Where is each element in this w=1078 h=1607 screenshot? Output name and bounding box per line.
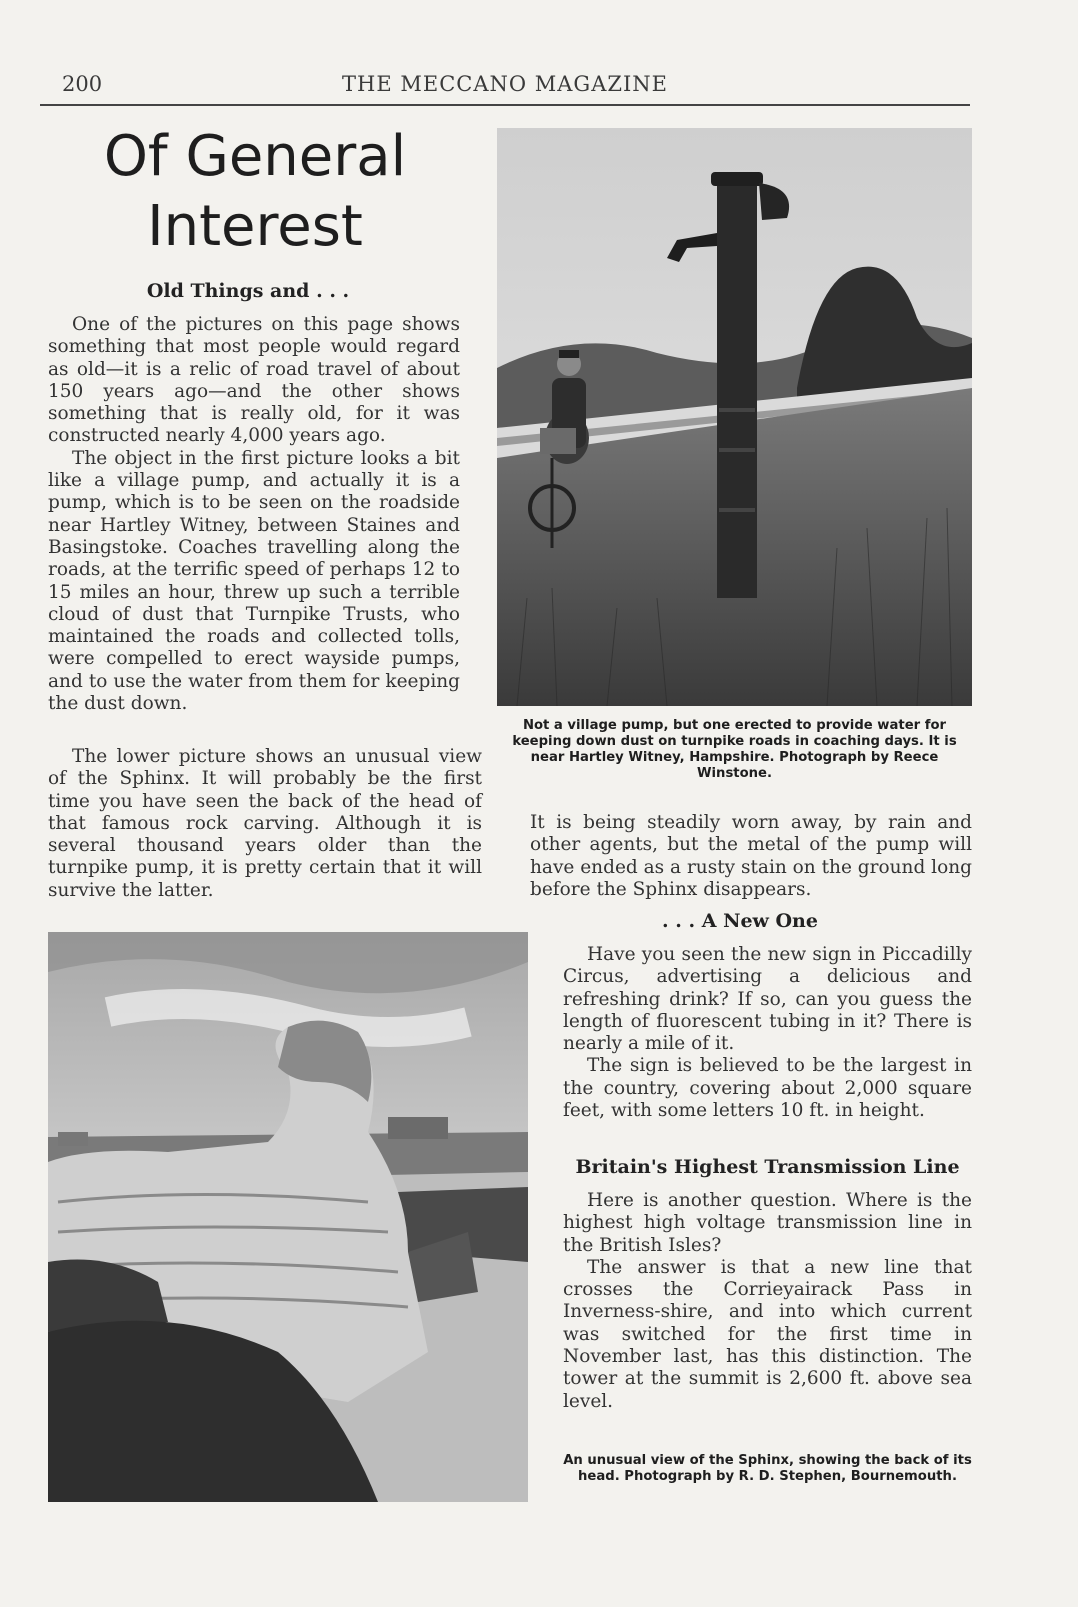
page-number: 200 xyxy=(62,72,103,96)
article-title xyxy=(60,122,450,262)
header-rule xyxy=(40,104,970,106)
left-column-text xyxy=(48,314,460,715)
pump-photo-illustration xyxy=(497,128,972,706)
page-header xyxy=(40,68,970,104)
paragraph: It is being steadily worn away, by rain and other agents, but the metal of the pump will have ended as a rusty stain on the ground long before the Sphinx disappears. xyxy=(530,812,972,900)
sphinx-caption: An unusual view of the Sphinx, showing the back of its head. Photograph by R. D. Stephen, Bournemouth. xyxy=(563,1453,972,1484)
pump-caption: Not a village pump, but one erected to provide water for keeping down dust on turnpike roads in coaching days. It is near Hartley Witney, Hampshire. Photograph by Reece Winstone. xyxy=(512,718,957,781)
paragraph: The object in the first picture looks a bit like a village pump, and actually it is a pump, which is to be seen on the roadside near Hartley Witney, between Staines and Basingstoke. Coaches travelling along the roads, at the terrific speed of perhaps 12 to 15 miles an hour, threw up such a terrible cloud of dust that Turnpike Trusts, who maintained the roads and collected tolls, were compelled to erect wayside pumps, and to use the water from them for keeping the dust down. xyxy=(48,447,460,715)
left-column-text-lower xyxy=(48,746,482,902)
paragraph: The lower picture shows an unusual view of the Sphinx. It will probably be the first time you have seen the back of the head of that famous rock carving. Although it is several thousand years older than the turnpike pump, it is pretty certain that it will survive the latter. xyxy=(48,746,482,901)
paragraph: The answer is that a new line that crosses the Corrieyairack Pass in Inverness-shire, and into which current was switched for the first time in November last, has this distinction. The tower at the summit is 2,600 ft. above sea level. xyxy=(563,1256,972,1412)
paragraph: Have you seen the new sign in Piccadilly Circus, advertising a delicious and refreshing drink? If so, can you guess the length of fluorescent tubing in it? There is nearly a mile of it. xyxy=(563,944,972,1055)
sphinx-photograph xyxy=(48,932,528,1502)
title-line-2: Interest xyxy=(147,194,363,259)
paragraph: One of the pictures on this page shows something that most people would regard as old—it is a relic of road travel of about 150 years ago—and the other shows something that is really old, for it was constructed nearly 4,000 years ago. xyxy=(48,314,460,447)
right-column-text-lower xyxy=(563,1190,972,1413)
section-heading-transmission: Britain's Highest Transmission Line xyxy=(575,1156,960,1178)
right-column-text xyxy=(563,944,972,1122)
section-heading-old-things: Old Things and . . . xyxy=(146,280,350,302)
pump-photograph xyxy=(497,128,972,706)
paragraph: The sign is believed to be the largest in the country, covering about 2,000 square feet, with some letters 10 ft. in height. xyxy=(563,1055,972,1122)
magazine-title: THE MECCANO MAGAZINE xyxy=(342,72,668,96)
sphinx-photo-illustration xyxy=(48,932,528,1502)
right-column-continuation xyxy=(530,812,972,901)
title-line-1: Of General xyxy=(103,124,407,189)
section-heading-new-one: . . . A New One xyxy=(662,910,818,932)
paragraph: Here is another question. Where is the highest high voltage transmission line in the British Isles? xyxy=(563,1190,972,1256)
